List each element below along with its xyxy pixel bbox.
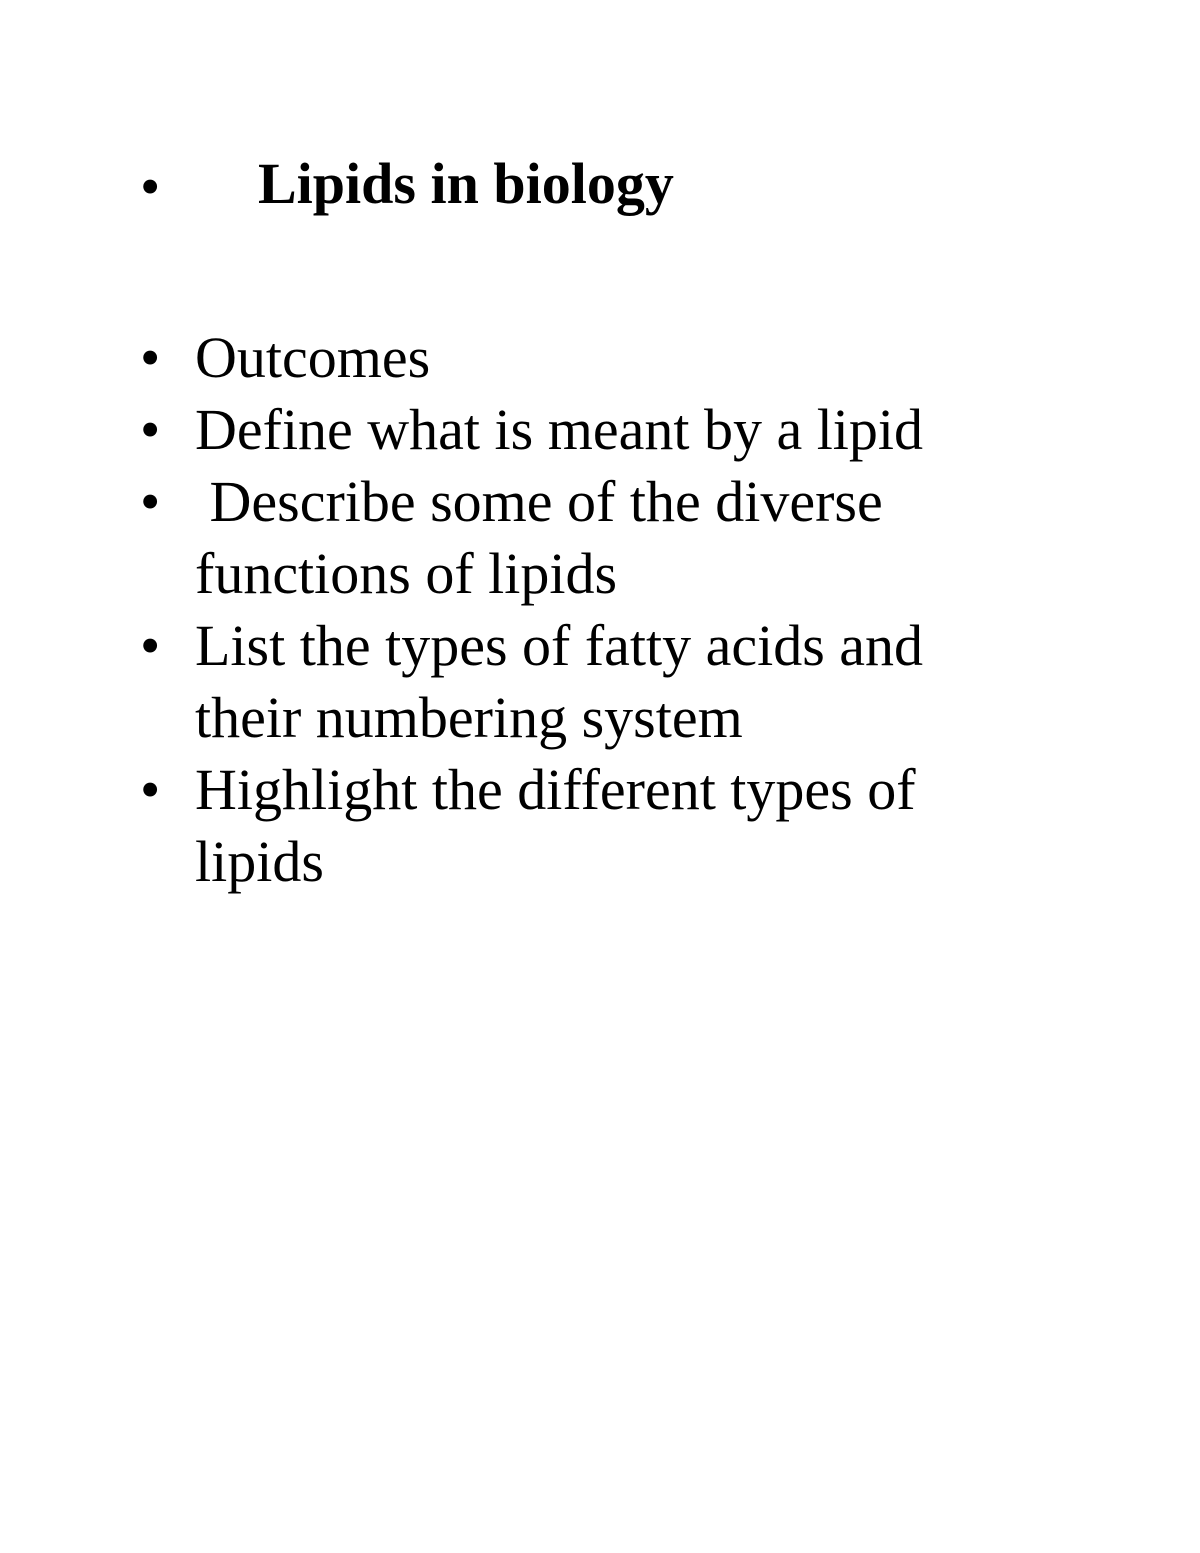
list-item <box>140 466 1020 610</box>
bullet-glyph: • <box>140 613 161 678</box>
list-item <box>140 610 1020 754</box>
bullet-glyph: • <box>140 325 161 390</box>
list-item-text: Define what is meant by a lipid <box>195 397 924 462</box>
page-title: Lipids in biology <box>258 151 674 216</box>
list-item-text: List the types of fatty acids and their numbering system <box>195 613 924 750</box>
list-item-text: Describe some of the diverse functions of lipids <box>195 469 898 606</box>
title-bullet: • <box>140 154 161 219</box>
list-item <box>140 394 1020 466</box>
list-item <box>140 754 1020 898</box>
bullet-glyph: • <box>140 397 161 462</box>
list-item-text: Highlight the different types of lipids <box>195 757 916 894</box>
bullet-glyph: • <box>140 469 161 534</box>
bullet-glyph: • <box>140 757 161 822</box>
list-item <box>140 322 1020 394</box>
list-item-text: Outcomes <box>195 325 431 390</box>
outcomes-list <box>140 322 1020 898</box>
